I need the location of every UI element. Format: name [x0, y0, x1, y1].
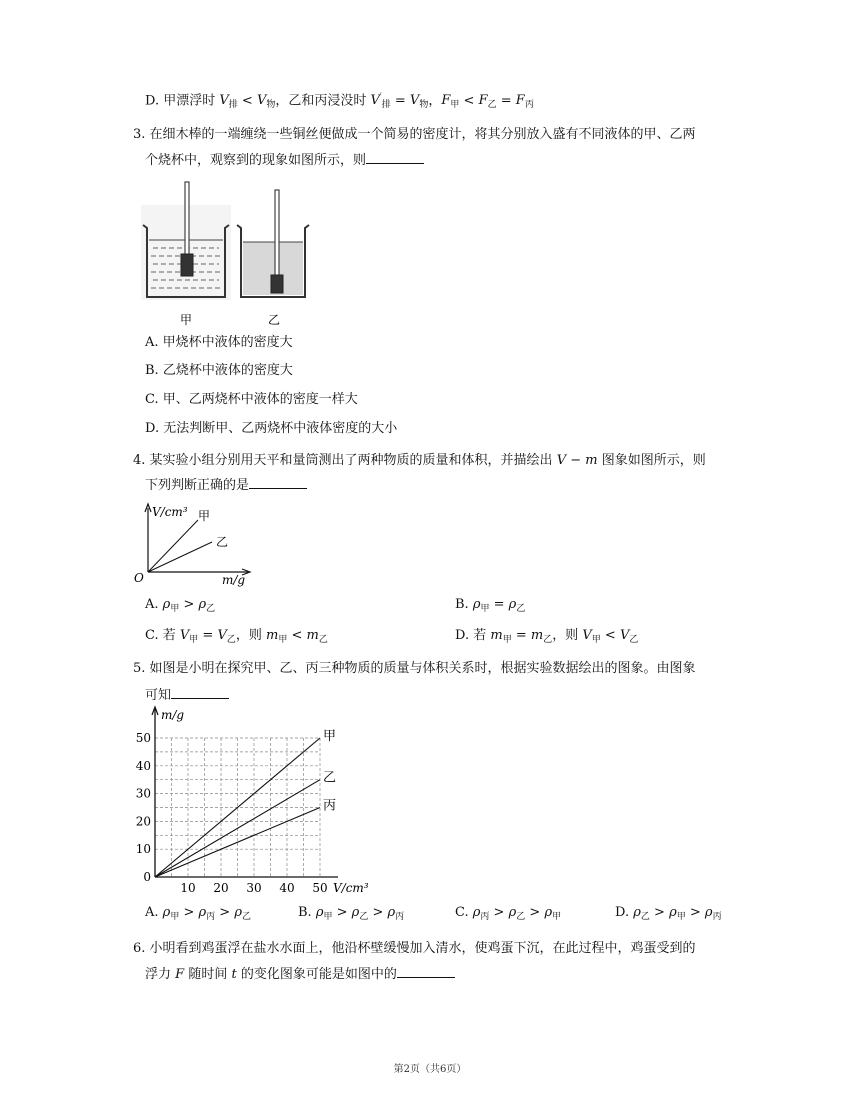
q4-option-a: A. $\rho_甲 > \rho_乙$	[145, 597, 216, 614]
q3-option-b: B. 乙烧杯中液体的密度大	[145, 363, 293, 378]
series-label: 丙	[323, 798, 337, 814]
y-tick-label: 0	[143, 870, 151, 884]
x-tick-label: 10	[180, 881, 196, 895]
chart-axes	[152, 707, 338, 877]
line-jia	[148, 520, 198, 572]
x-tick-label: 50	[312, 881, 328, 895]
x-axis-label: V/cm³	[333, 881, 369, 895]
series-label: 乙	[323, 770, 337, 786]
label-jia: 甲	[180, 313, 193, 327]
q4-option-d: D. 若 $m_甲 = m_乙$，则 $V_甲 < V_乙$	[455, 628, 639, 645]
q2-option-d: D. 甲漂浮时 $V_排 < V_物$，乙和丙浸没时 $V'_排 = V_物$，$F_甲 < F_乙 = F_丙$	[145, 92, 534, 111]
label-yi: 乙	[268, 313, 281, 327]
q3-stem-line1: 3. 在细木棒的一端缠绕一些铜丝便做成一个简易的密度计，将其分别放入盛有不同液体的甲、乙两	[133, 127, 696, 142]
y-tick-label: 30	[135, 786, 151, 801]
y-tick-label: 10	[135, 842, 151, 857]
x-tick-label: 20	[213, 881, 229, 895]
answer-blank	[171, 686, 229, 699]
q6-stem-line1: 6. 小明看到鸡蛋浮在盐水水面上，他沿杯壁缓慢加入清水，使鸡蛋下沉，在此过程中，鸡蛋受到的	[133, 941, 696, 956]
q5-option-b: B. $\rho_甲 > \rho_乙 > \rho_丙$	[298, 905, 405, 922]
q3-stem-line2: 个烧杯中，观察到的现象如图所示，则	[145, 151, 424, 170]
y-axis-label: V/cm³	[152, 505, 188, 519]
q4-option-c: C. 若 $V_甲 = V_乙$，则 $m_甲 < m_乙$	[145, 628, 328, 645]
label-jia: 甲	[198, 509, 211, 523]
y-tick-label: 20	[135, 814, 151, 829]
series-label: 甲	[323, 729, 337, 744]
q4-stem-line2: 下列判断正确的是	[145, 476, 307, 495]
q3-beaker-figure	[133, 180, 333, 330]
origin-label: O	[134, 571, 144, 585]
answer-blank	[366, 151, 424, 164]
q5-option-a: A. $\rho_甲 > \rho_丙 > \rho_乙$	[145, 905, 252, 922]
answer-blank	[249, 476, 307, 489]
label-yi: 乙	[216, 535, 229, 549]
series-line	[155, 808, 320, 878]
q5-stem-line2: 可知	[145, 686, 229, 705]
q3-option-d: D. 无法判断甲、乙两烧杯中液体密度的大小	[145, 421, 398, 436]
q4-vm-chart	[130, 500, 270, 590]
q5-option-d: D. $\rho_乙 > \rho_甲 > \rho_丙$	[615, 905, 722, 922]
y-tick-label: 50	[135, 731, 151, 745]
q6-stem-line2: 浮力 F 随时间 t 的变化图象可能是如图中的	[145, 965, 455, 984]
q5-stem-line1: 5. 如图是小明在探究甲、乙、丙三种物质的质量与体积关系时，根据实验数据绘出的图象。由图象	[133, 661, 696, 676]
y-tick-label: 40	[135, 758, 151, 773]
x-axis-label: m/g	[222, 573, 246, 587]
q5-mv-chart	[125, 705, 380, 897]
line-yi	[148, 542, 212, 572]
q4-stem-line1: 4. 某实验小组分别用天平和量筒测出了两种物质的质量和体积，并描绘出 V − m 图象如图所示，则	[133, 453, 706, 468]
x-tick-label: 30	[246, 881, 262, 895]
answer-blank	[397, 965, 455, 978]
q3-option-a: A. 甲烧杯中液体的密度大	[145, 335, 293, 350]
q4-option-b: B. $\rho_甲 = \rho_乙$	[455, 597, 526, 614]
q3-option-c: C. 甲、乙两烧杯中液体的密度一样大	[145, 392, 358, 407]
x-tick-label: 40	[279, 881, 295, 895]
q5-option-c: C. $\rho_丙 > \rho_乙 > \rho_甲$	[455, 905, 562, 922]
y-axis-label: m/g	[161, 708, 185, 722]
page-footer: 第2页（共6页）	[393, 1064, 467, 1075]
chart-labels	[136, 708, 369, 895]
